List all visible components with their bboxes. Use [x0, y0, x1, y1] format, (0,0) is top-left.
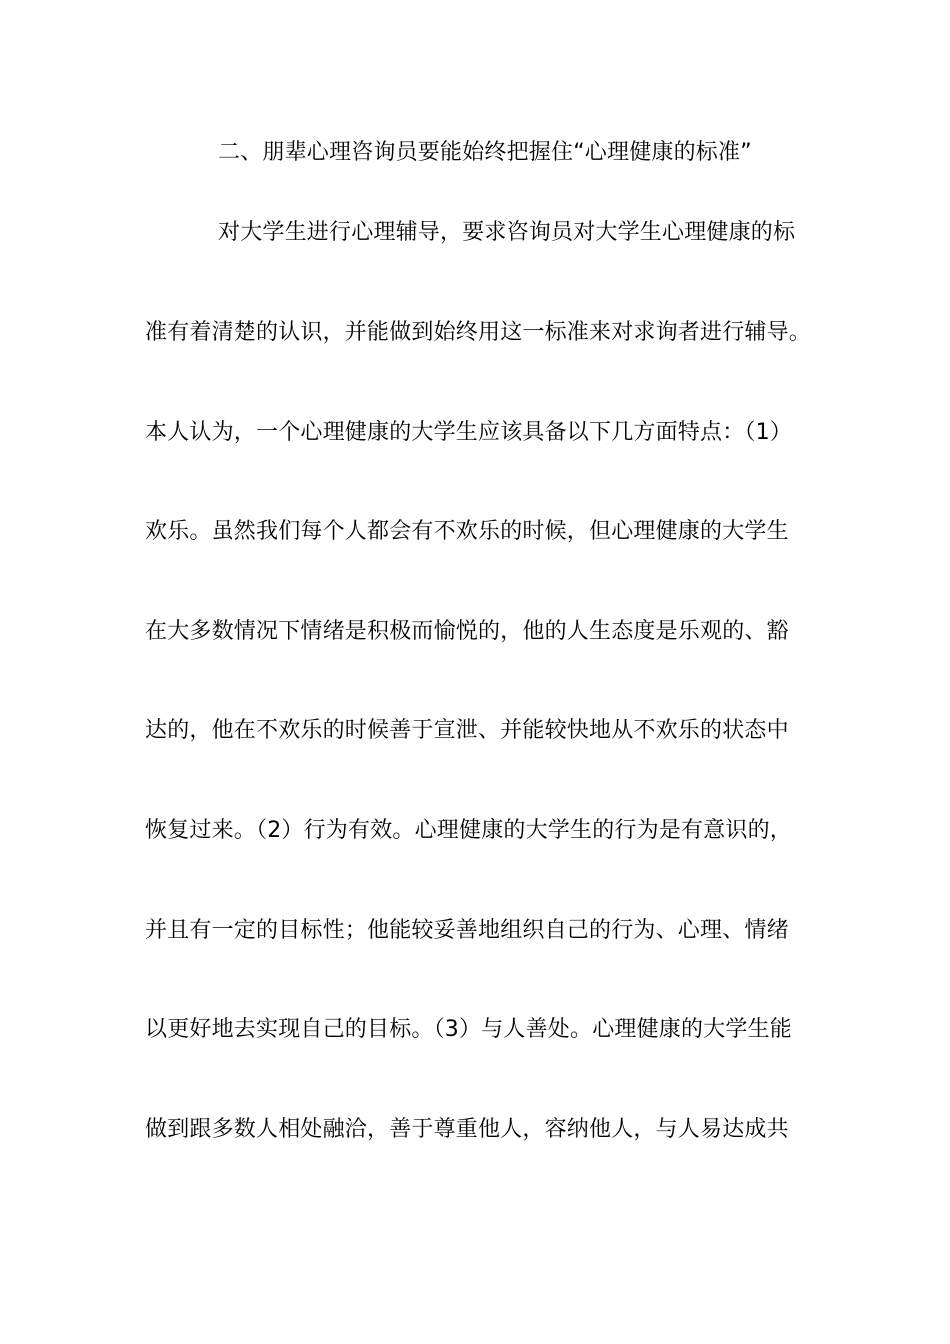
body-line-3: 本人认为，一个心理健康的大学生应该具备以下几方面特点：（1）: [145, 420, 792, 445]
section-heading: 二、朋辈心理咨询员要能始终把握住“心理健康的标准”: [218, 140, 752, 165]
body-line-4: 欢乐。虽然我们每个人都会有不欢乐的时候，但心理健康的大学生: [145, 519, 789, 544]
body-line-7: 恢复过来。（2）行为有效。心理健康的大学生的行为是有意识的，: [145, 818, 792, 843]
body-line-9: 以更好地去实现自己的目标。（3）与人善处。心理健康的大学生能: [145, 1017, 792, 1042]
body-line-8: 并且有一定的目标性；他能较妥善地组织自己的行为、心理、情绪: [145, 918, 789, 943]
body-line-10: 做到跟多数人相处融洽，善于尊重他人，容纳他人，与人易达成共: [145, 1117, 789, 1142]
body-line-6: 达的，他在不欢乐的时候善于宣泄、并能较快地从不欢乐的状态中: [145, 718, 789, 743]
body-line-2: 准有着清楚的认识，并能做到始终用这一标准来对求询者进行辅导。: [145, 320, 812, 345]
body-line-5: 在大多数情况下情绪是积极而愉悦的，他的人生态度是乐观的、豁: [145, 619, 789, 644]
body-line-1: 对大学生进行心理辅导，要求咨询员对大学生心理健康的标: [218, 220, 796, 245]
